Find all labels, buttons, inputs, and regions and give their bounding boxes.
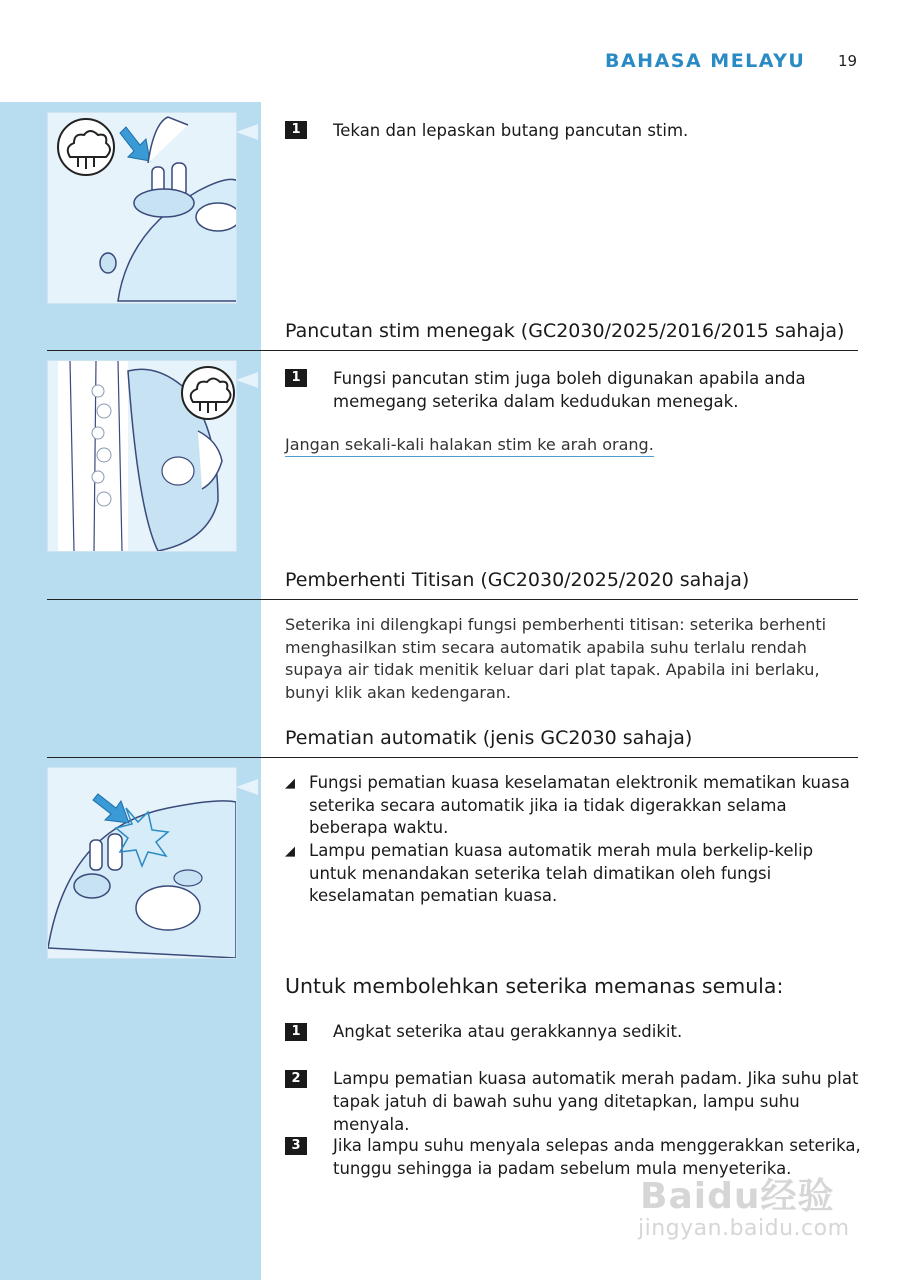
section-heading-vertical-steam: Pancutan stim menegak (GC2030/2025/2016/2015 sahaja) — [285, 320, 845, 342]
step-number: 2 — [285, 1070, 307, 1088]
illustration-vertical-steam — [47, 360, 237, 552]
press-arrow-icon — [93, 794, 129, 823]
step-text: Fungsi pancutan stim juga boleh digunakan apabila anda memegang seterika dalam kedudukan menegak. — [333, 369, 806, 411]
step-text: Tekan dan lepaskan butang pancutan stim. — [333, 121, 689, 140]
bullet-text: Lampu pematian kuasa automatik merah mula berkelip-kelip untuk menandakan seterika telah dimatikan oleh fungsi keselamatan pematian kuasa. — [309, 841, 814, 905]
illustration-pointer — [236, 372, 258, 388]
step-text: Jika lampu suhu menyala selepas anda menggerakkan seterika, tunggu sehingga ia padam sebelum mula menyeterika. — [333, 1136, 861, 1178]
triangle-bullet-icon: ◢ — [285, 844, 295, 859]
section-heading-auto-off: Pematian automatik (jenis GC2030 sahaja) — [285, 727, 693, 749]
section-heading-reheat: Untuk membolehkan seterika memanas semula: — [285, 974, 784, 998]
drip-stop-paragraph: Seterika ini dilengkapi fungsi pemberhenti titisan: seterika berhenti menghasilkan stim secara automatik apabila suhu terlalu rendah supaya air tidak menitik keluar dari plat tapak. Apabila ini berlaku, bunyi klik akan kedengaran. — [285, 615, 827, 702]
illustration-pointer — [236, 124, 258, 140]
step-number: 3 — [285, 1137, 307, 1155]
section-heading-drip-stop: Pemberhenti Titisan (GC2030/2025/2020 sahaja) — [285, 569, 750, 591]
step-text: Lampu pematian kuasa automatik merah padam. Jika suhu plat tapak jatuh di bawah suhu yang ditetapkan, lampu suhu menyala. — [333, 1069, 859, 1134]
triangle-bullet-icon: ◢ — [285, 776, 295, 791]
section-divider — [47, 599, 858, 600]
illustration-steam-burst-button — [47, 112, 237, 304]
press-arrow-icon — [120, 127, 150, 161]
illustration-pointer — [236, 779, 258, 795]
section-divider — [47, 350, 858, 351]
bullet-text: Fungsi pematian kuasa keselamatan elektronik mematikan kuasa seterika secara automatik jika ia tidak digerakkan selama beberapa waktu. — [309, 773, 850, 837]
step-text: Angkat seterika atau gerakkannya sedikit. — [333, 1022, 683, 1041]
steam-cloud-icon — [58, 119, 114, 175]
step-number: 1 — [285, 1023, 307, 1041]
illustration-auto-off-light — [47, 767, 237, 959]
watermark-url: jingyan.baidu.com — [638, 1216, 850, 1241]
warning-text: Jangan sekali-kali halakan stim ke arah orang. — [285, 435, 654, 457]
header-language: BAHASA MELAYU — [605, 50, 806, 72]
step-number: 1 — [285, 369, 307, 387]
watermark-brand: Baidu经验 — [640, 1176, 835, 1217]
page-number: 19 — [838, 52, 858, 70]
steam-cloud-icon — [182, 367, 234, 419]
step-number: 1 — [285, 121, 307, 139]
section-divider — [47, 757, 858, 758]
